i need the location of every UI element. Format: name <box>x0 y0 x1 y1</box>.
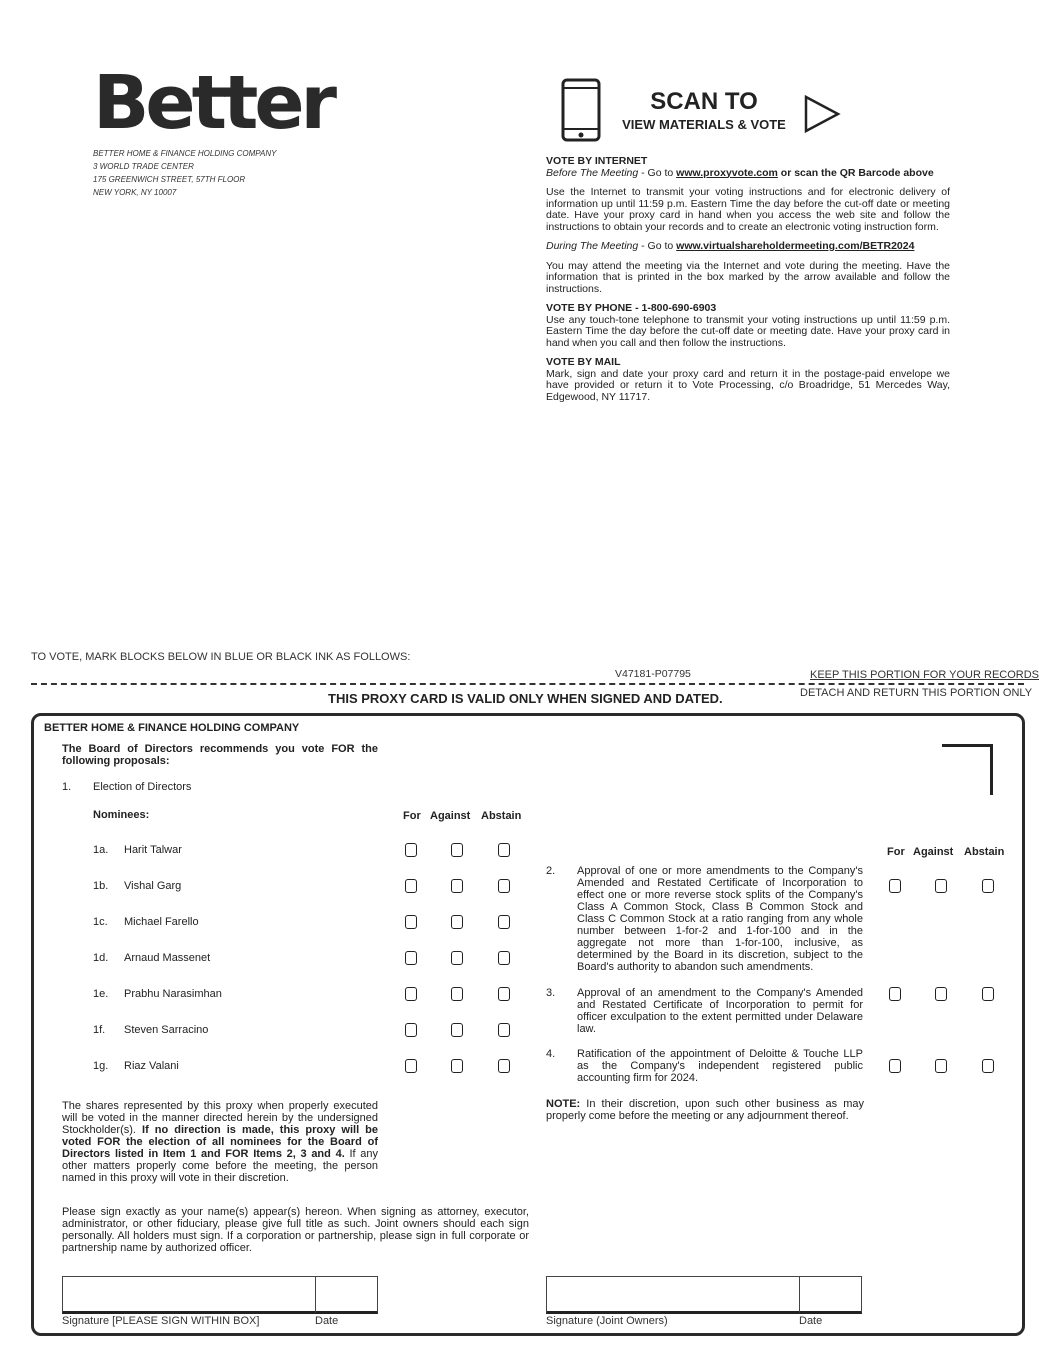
nominee-name: Riaz Valani <box>124 1060 179 1072</box>
nominee-id: 1f. <box>93 1024 106 1036</box>
shares-text: The shares represented by this proxy when properly executed will be voted in the manner directed herein by the undersigned Stockholder(s). <box>62 1100 378 1136</box>
phone-paragraph: Use any touch-tone telephone to transmit your voting instructions up until 11:59 p.m. Eastern Time the day before the cut-off date or meeting date. Have your proxy card in hand when you call and then follow the instructions. <box>546 313 950 349</box>
goto-text: - Go to <box>638 166 677 179</box>
note-text: In their discretion, upon such other business as may properly come before the meeting or any adjournment thereof. <box>546 1098 864 1122</box>
nominee-name: Steven Sarracino <box>124 1024 209 1036</box>
board-recommendation: The Board of Directors recommends you vote FOR the following proposals: <box>62 743 378 767</box>
address-line: 175 GREENWICH STREET, 57TH FLOOR <box>93 175 246 184</box>
shares-bold-text: If no direction is made, this proxy will be voted FOR the election of all nominees for the Board of Directors listed in Item 1 and FOR Items 2, 3 and 4. <box>62 1124 378 1160</box>
control-number: V47181-P07795 <box>615 668 691 680</box>
virtual-meeting-link[interactable]: www.virtualshareholdermeeting.com/BETR2024 <box>676 240 915 252</box>
vote-for-checkbox[interactable] <box>405 915 417 929</box>
joint-signature-box[interactable] <box>546 1276 800 1314</box>
nominee-name: Arnaud Massenet <box>124 952 211 964</box>
vote-abstain-checkbox[interactable] <box>498 1059 510 1073</box>
mail-paragraph: Mark, sign and date your proxy card and return it in the postage-paid envelope we have provided or return it to Vote Processing, c/o Broadridge, 51 Mercedes Way, Edgewood, NY 11717. <box>546 367 950 403</box>
signature-label: Signature [PLEASE SIGN WITHIN BOX] <box>62 1315 260 1327</box>
nominee-name: Michael Farello <box>124 916 199 928</box>
col-abstain-header: Abstain <box>964 846 1005 858</box>
nominee-name: Prabhu Narasimhan <box>124 988 222 1000</box>
vote-against-checkbox[interactable] <box>451 843 463 857</box>
col-against-header: Against <box>913 846 954 858</box>
detach-portion-text: DETACH AND RETURN THIS PORTION ONLY <box>800 687 1033 699</box>
date-box[interactable] <box>315 1276 378 1314</box>
nominee-id: 1a. <box>93 844 109 856</box>
vote-against-checkbox[interactable] <box>451 1059 463 1073</box>
vote-against-checkbox[interactable] <box>451 987 463 1001</box>
scan-heading: SCAN TO <box>650 88 758 115</box>
nominee-id: 1b. <box>93 880 109 892</box>
proposal-text: Approval of one or more amendments to the Company's Amended and Restated Certificate of Incorporation to effect one or more reverse stock splits of the Company's Class A Common Stock, Class B Common Stock and Class C Common Stock at a ratio ranging from any whole number between 1-for-2 and 1-for-100 and in the aggregate not more than 1-for-100, inclusive, as determined by the Board in its discretion, subject to the Board's authority to abandon such amendments. <box>577 865 863 973</box>
vote-for-checkbox[interactable] <box>405 987 417 1001</box>
company-logo: Better <box>93 60 334 146</box>
play-arrow-icon <box>803 94 841 134</box>
nominee-name: Vishal Garg <box>124 880 182 892</box>
vote-mail-heading: VOTE BY MAIL <box>546 356 621 368</box>
during-paragraph: You may attend the meeting via the Internet and vote during the meeting. Have the information that is printed in the box marked by the arrow available and follow the instructions. <box>546 259 950 295</box>
col-for-header: For <box>887 846 905 858</box>
smartphone-icon <box>561 78 601 142</box>
vote-for-checkbox[interactable] <box>405 879 417 893</box>
vote-against-checkbox[interactable] <box>451 879 463 893</box>
vote-against-checkbox[interactable] <box>451 951 463 965</box>
vote-abstain-checkbox[interactable] <box>982 879 994 893</box>
vote-for-checkbox[interactable] <box>889 879 901 893</box>
vote-for-checkbox[interactable] <box>405 951 417 965</box>
vote-against-checkbox[interactable] <box>935 1059 947 1073</box>
vote-against-checkbox[interactable] <box>451 1023 463 1037</box>
proposal-number: 2. <box>546 865 556 877</box>
detach-line <box>31 683 1024 685</box>
item1-number: 1. <box>62 781 72 793</box>
goto-text: - Go to <box>638 240 677 252</box>
proposal-text: Approval of an amendment to the Company's Amended and Restated Certificate of Incorporation to permit for officer exculpation to the extent permitted under Delaware law. <box>577 987 863 1035</box>
address-line: 3 WORLD TRADE CENTER <box>93 162 194 171</box>
nominees-label: Nominees: <box>93 809 150 821</box>
before-meeting-label: Before The Meeting <box>546 166 639 179</box>
nominee-id: 1c. <box>93 916 108 928</box>
nominee-id: 1e. <box>93 988 109 1000</box>
vote-for-checkbox[interactable] <box>889 987 901 1001</box>
signing-instructions: Please sign exactly as your name(s) appear(s) hereon. When signing as attorney, executor, administrator, or other fiduciary, please give full title as such. Joint owners should each sign personally. All holders must sign. If a corporation or partnership, please sign in full corporate or partnership name by authorized officer. <box>62 1206 529 1254</box>
vote-internet-heading: VOTE BY INTERNET <box>546 155 648 167</box>
vote-abstain-checkbox[interactable] <box>982 987 994 1001</box>
validity-notice: THIS PROXY CARD IS VALID ONLY WHEN SIGNED AND DATED. <box>328 691 723 706</box>
joint-date-box[interactable] <box>799 1276 862 1314</box>
vote-phone-heading: VOTE BY PHONE - 1-800-690-6903 <box>546 302 717 314</box>
vote-against-checkbox[interactable] <box>935 987 947 1001</box>
shares-statement <box>62 1100 378 1184</box>
nominee-name: Harit Talwar <box>124 844 182 856</box>
during-meeting-label: During The Meeting <box>546 240 639 252</box>
vote-abstain-checkbox[interactable] <box>498 915 510 929</box>
company-address <box>93 147 276 199</box>
proxyvote-link[interactable]: www.proxyvote.com <box>676 166 778 179</box>
joint-date-label: Date <box>799 1315 823 1327</box>
scan-subheading: VIEW MATERIALS & VOTE <box>622 117 786 132</box>
note-label: NOTE: <box>546 1098 581 1110</box>
card-company-name: BETTER HOME & FINANCE HOLDING COMPANY <box>44 722 300 734</box>
voting-instructions <box>546 156 950 411</box>
col-against-header: Against <box>430 810 471 822</box>
address-line: BETTER HOME & FINANCE HOLDING COMPANY <box>93 149 277 158</box>
internet-paragraph: Use the Internet to transmit your voting instructions and for electronic delivery of information up until 11:59 p.m. Eastern Time the day before the cut-off date or meeting date. Have your proxy card in hand when you access the web site and follow the instructions to obtain your records and to create an electronic voting instruction form. <box>546 186 950 233</box>
proposal-text: Ratification of the appointment of Deloitte & Touche LLP as the Company's independent registered public accounting firm for 2024. <box>577 1048 863 1084</box>
nominee-id: 1g. <box>93 1060 109 1072</box>
qr-text: or scan the QR Barcode above <box>777 166 934 179</box>
proposal-number: 3. <box>546 987 556 999</box>
ink-instruction: TO VOTE, MARK BLOCKS BELOW IN BLUE OR BLACK INK AS FOLLOWS: <box>31 651 411 663</box>
corner-mark <box>942 744 993 795</box>
discretion-note <box>546 1098 864 1122</box>
vote-abstain-checkbox[interactable] <box>982 1059 994 1073</box>
vote-for-checkbox[interactable] <box>405 843 417 857</box>
vote-against-checkbox[interactable] <box>935 879 947 893</box>
vote-abstain-checkbox[interactable] <box>498 987 510 1001</box>
date-label: Date <box>315 1315 339 1327</box>
item1-label: Election of Directors <box>93 781 192 793</box>
vote-abstain-checkbox[interactable] <box>498 951 510 965</box>
vote-abstain-checkbox[interactable] <box>498 879 510 893</box>
shares-text: If any other matters properly come before the meeting, the person named in this proxy will vote in their discretion. <box>62 1148 378 1184</box>
vote-against-checkbox[interactable] <box>451 915 463 929</box>
col-abstain-header: Abstain <box>481 810 522 822</box>
vote-for-checkbox[interactable] <box>889 1059 901 1073</box>
proposal-number: 4. <box>546 1048 556 1060</box>
vote-for-checkbox[interactable] <box>405 1059 417 1073</box>
joint-signature-label: Signature (Joint Owners) <box>546 1315 668 1327</box>
signature-box[interactable] <box>62 1276 316 1314</box>
keep-portion-text: KEEP THIS PORTION FOR YOUR RECORDS <box>810 669 1040 681</box>
nominee-id: 1d. <box>93 952 109 964</box>
col-for-header: For <box>403 810 421 822</box>
vote-abstain-checkbox[interactable] <box>498 843 510 857</box>
vote-for-checkbox[interactable] <box>405 1023 417 1037</box>
vote-abstain-checkbox[interactable] <box>498 1023 510 1037</box>
address-line: NEW YORK, NY 10007 <box>93 188 177 197</box>
